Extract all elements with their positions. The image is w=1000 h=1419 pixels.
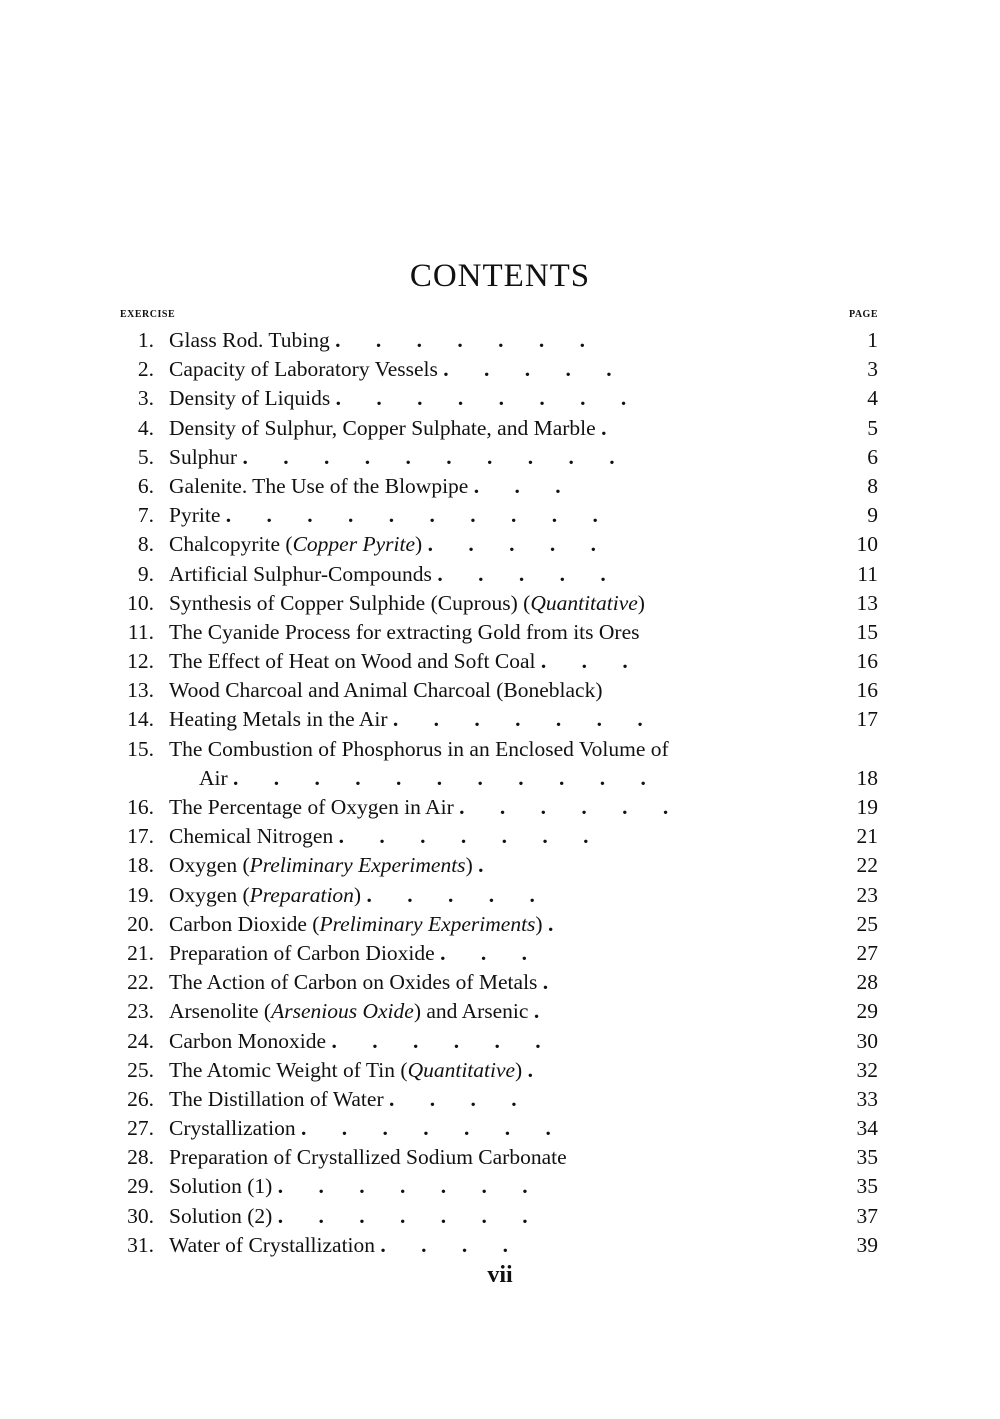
page-title: CONTENTS [409,258,591,295]
entry-title-text: Galenite. The Use of the Blowpipe [169,473,469,498]
table-of-contents [0,326,1000,1260]
dot-leaders: . . . . [389,1086,532,1111]
entry-title-italic: Copper Pyrite [292,532,416,557]
entry-title [169,1027,819,1056]
dot-leaders: . [547,911,569,936]
entry-page-number: 11 [857,561,878,586]
entry-title [169,851,819,880]
toc-entry [0,1172,1000,1201]
entry-title [169,997,819,1026]
toc-entry [0,676,1000,705]
entry-number: 1. [137,328,154,352]
toc-entry [0,851,1000,880]
entry-title [169,705,819,734]
toc-entry [0,472,1000,501]
toc-entry [0,560,1000,589]
entry-page-number: 28 [856,970,878,995]
dot-leaders: . . . . . . . . . . [225,503,613,528]
dot-leaders: . [527,1057,548,1082]
toc-entry [0,1056,1000,1085]
entry-title-text: Crystallization [169,1116,296,1141]
entry-number: 3. [137,386,154,411]
toc-entry [0,384,1000,413]
entry-page-number: 15 [856,619,878,644]
dot-leaders: . . . . . . . [392,707,658,732]
entry-number: 29. [127,1174,154,1199]
dot-leaders: . . . [473,473,576,498]
entry-number: 9. [137,561,154,586]
entry-title-text: Oxygen ( [169,882,250,907]
entry-number: 21. [127,940,154,965]
entry-title [169,326,819,355]
dot-leaders: . . . . . . [331,1028,556,1053]
entry-number: 25. [127,1057,154,1082]
entry-title-text: Heating Metals in the Air [169,707,388,732]
entry-title [169,560,819,589]
entry-title-italic: Quantitative [530,590,638,615]
entry-number: 31. [127,1232,154,1257]
dot-leaders: . . . . . . [459,795,684,820]
toc-entry [0,705,1000,734]
entry-page-number: 13 [856,590,878,615]
dot-leaders: . . . . . . . . . . . [233,765,661,790]
entry-title-suffix: ) [515,1057,523,1082]
entry-title-suffix: ) [415,532,423,557]
toc-entry [0,443,1000,472]
entry-title [169,1056,819,1085]
entry-title-text: Oxygen ( [169,853,250,878]
entry-page-number: 16 [856,678,878,703]
entry-page-number: 4 [867,386,878,411]
entry-page-number: 34 [856,1116,878,1141]
entry-number: 13. [127,678,154,703]
entry-title [169,530,819,559]
entry-number: 7. [137,503,154,528]
entry-title [169,910,819,939]
entry-title-italic: Preparation [249,882,354,907]
entry-page-number: 23 [856,882,878,907]
entry-title [169,793,819,822]
entry-title-text: Sulphur [169,444,238,469]
entry-title-text: The Cyanide Process for extracting Gold from its Ores [169,619,640,644]
dot-leaders: . . . . . . . . [335,386,642,411]
entry-title [169,589,819,618]
entry-page-number: 9 [867,503,878,528]
toc-entry [0,501,1000,530]
entry-title [169,472,819,501]
entry-title-italic: Arsenious Oxide [271,999,414,1024]
entry-number: 16. [127,795,154,820]
entry-title [169,384,819,413]
dot-leaders: . [601,415,622,440]
entry-page-number: 25 [856,911,878,936]
entry-title [169,1172,819,1201]
entry-number: 4. [137,415,154,440]
entry-page-number: 8 [867,473,878,498]
entry-number: 24. [127,1028,154,1053]
entry-title [169,647,819,676]
dot-leaders: . . . . . . . [338,824,604,849]
entry-title [169,355,819,384]
entry-title-italic: Preliminary Experiments [249,853,466,878]
toc-entry [0,355,1000,384]
entry-title-text: Solution (2) [169,1203,273,1228]
dot-leaders: . . . . . . . [277,1203,543,1228]
entry-title [169,676,819,705]
toc-entry [0,997,1000,1026]
dot-leaders: . [533,999,555,1024]
toc-entry [0,618,1000,647]
column-header-page: PAGE [848,309,878,320]
toc-entry [0,910,1000,939]
entry-number: 11. [127,619,154,644]
entry-number: 8. [137,532,154,557]
entry-page-number: 18 [856,765,878,790]
toc-entry [0,881,1000,910]
entry-page-number: 39 [856,1232,878,1257]
toc-entry [0,968,1000,997]
entry-page-number: 32 [856,1057,878,1082]
entry-title-italic: Quantitative [407,1057,516,1082]
entry-title-text: Preparation of Carbon Dioxide [169,940,435,965]
entry-page-number: 6 [867,444,878,469]
entry-number: 26. [127,1086,154,1111]
entry-title-text: The Combustion of Phosphorus in an Enclosed Volume of [169,736,669,761]
entry-title [169,1114,819,1143]
toc-entry [0,1231,1000,1260]
column-header-exercise: EXERCISE [120,309,176,320]
entry-title-text: Wood Charcoal and Animal Charcoal (Boneblack) [169,678,603,703]
entry-number: 20. [127,911,154,936]
entry-title-continuation: Air [199,765,228,790]
entry-title-suffix: ) and Arsenic [413,999,529,1024]
entry-number: 19. [127,882,154,907]
entry-number: 12. [127,649,154,674]
entry-title-text: Chalcopyrite ( [169,532,293,557]
page-folio: vii [487,1262,513,1288]
entry-number: 2. [137,357,154,382]
dot-leaders: . . . . . [437,561,621,586]
entry-title [169,443,819,472]
toc-entry [0,822,1000,851]
entry-page-number: 29 [856,999,878,1024]
toc-entry [0,326,1000,355]
entry-number: 18. [127,853,154,878]
entry-title-text: The Percentage of Oxygen in Air [169,795,454,820]
toc-entry [0,589,1000,618]
entry-title [169,1231,819,1260]
entry-title-text: Water of Crystallization [169,1232,376,1257]
toc-entry [0,530,1000,559]
entry-page-number: 16 [856,649,878,674]
toc-entry [0,1085,1000,1114]
entry-title-text: Solution (1) [169,1174,273,1199]
entry-page-number: 33 [856,1086,878,1111]
dot-leaders: . . . [540,649,643,674]
entry-title-text: Preparation of Crystallized Sodium Carbonate [169,1145,567,1170]
toc-entry [0,1114,1000,1143]
dot-leaders: . . . . . [366,882,550,907]
toc-entry [0,647,1000,676]
entry-title-text: Glass Rod. Tubing [169,328,330,352]
dot-leaders: . [478,853,499,878]
dot-leaders: . . . . . . . . . . [242,444,630,469]
dot-leaders: . . . [440,940,542,965]
entry-title-suffix: ) [465,853,473,878]
toc-entry [0,793,1000,822]
dot-leaders: . . . . . [427,532,611,557]
entry-number: 6. [137,473,154,498]
entry-page-number: 35 [856,1174,878,1199]
entry-title [169,822,819,851]
entry-title-text: Chemical Nitrogen [169,824,334,849]
toc-entry [0,414,1000,443]
entry-page-number: 35 [856,1145,878,1170]
dot-leaders: . . . . [380,1232,524,1257]
entry-title [169,618,819,647]
entry-title-suffix: ) [637,590,645,615]
entry-title-text: Carbon Monoxide [169,1028,327,1053]
entry-page-number: 19 [856,795,878,820]
entry-number: 27. [127,1116,154,1141]
entry-number: 15. [127,736,154,761]
entry-page-number: 17 [856,707,878,732]
entry-title [169,414,819,443]
entry-number: 17. [127,824,154,849]
entry-title [169,1143,819,1172]
dot-leaders: . . . . . . . [335,328,600,352]
entry-number: 28. [127,1145,154,1170]
entry-title [169,1202,819,1231]
entry-title [169,1085,819,1114]
entry-page-number: 5 [867,415,878,440]
entry-page-number: 22 [856,853,878,878]
entry-title-suffix: ) [535,911,543,936]
entry-title [169,501,819,530]
entry-title-text: The Atomic Weight of Tin ( [169,1057,408,1082]
entry-title-text: Carbon Dioxide ( [169,911,320,936]
entry-title [169,735,819,793]
entry-title [169,968,819,997]
entry-title-text: Density of Liquids [169,386,331,411]
entry-title-text: The Action of Carbon on Oxides of Metals [169,970,538,995]
entry-title-text: Arsenolite ( [169,999,272,1024]
entry-number: 22. [127,970,154,995]
entry-page-number: 27 [856,940,878,965]
entry-page-number: 30 [856,1028,878,1053]
dot-leaders: . . . . . [443,357,627,382]
entry-number: 10. [127,590,154,615]
toc-entry [0,1143,1000,1172]
dot-leaders: . . . . . . . [277,1174,543,1199]
entry-title-text: Pyrite [169,503,221,528]
entry-page-number: 3 [867,357,878,382]
entry-number: 5. [137,444,154,469]
dot-leaders: . . . . . . . [300,1116,566,1141]
toc-entry [0,1027,1000,1056]
entry-title-text: Synthesis of Copper Sulphide (Cuprous) ( [169,590,531,615]
entry-title [169,881,819,910]
entry-number: 14. [127,707,154,732]
toc-entry [0,1202,1000,1231]
entry-title-text: Artificial Sulphur-Compounds [169,561,432,586]
entry-page-number: 37 [856,1203,878,1228]
entry-title-text: Capacity of Laboratory Vessels [169,357,438,382]
dot-leaders: . [542,970,564,995]
entry-number: 30. [127,1203,154,1228]
entry-page-number: 21 [856,824,878,849]
entry-title-text: The Distillation of Water [169,1086,384,1111]
entry-title-suffix: ) [353,882,362,907]
entry-title-italic: Preliminary Experiments [319,911,536,936]
entry-number: 23. [127,999,154,1024]
entry-title-text: Density of Sulphur, Copper Sulphate, and Marble [169,415,596,440]
toc-entry [0,735,1000,793]
entry-title [169,939,819,968]
entry-page-number: 10 [856,532,878,557]
entry-title-text: The Effect of Heat on Wood and Soft Coal [169,649,536,674]
entry-page-number: 1 [867,328,878,352]
toc-entry [0,939,1000,968]
